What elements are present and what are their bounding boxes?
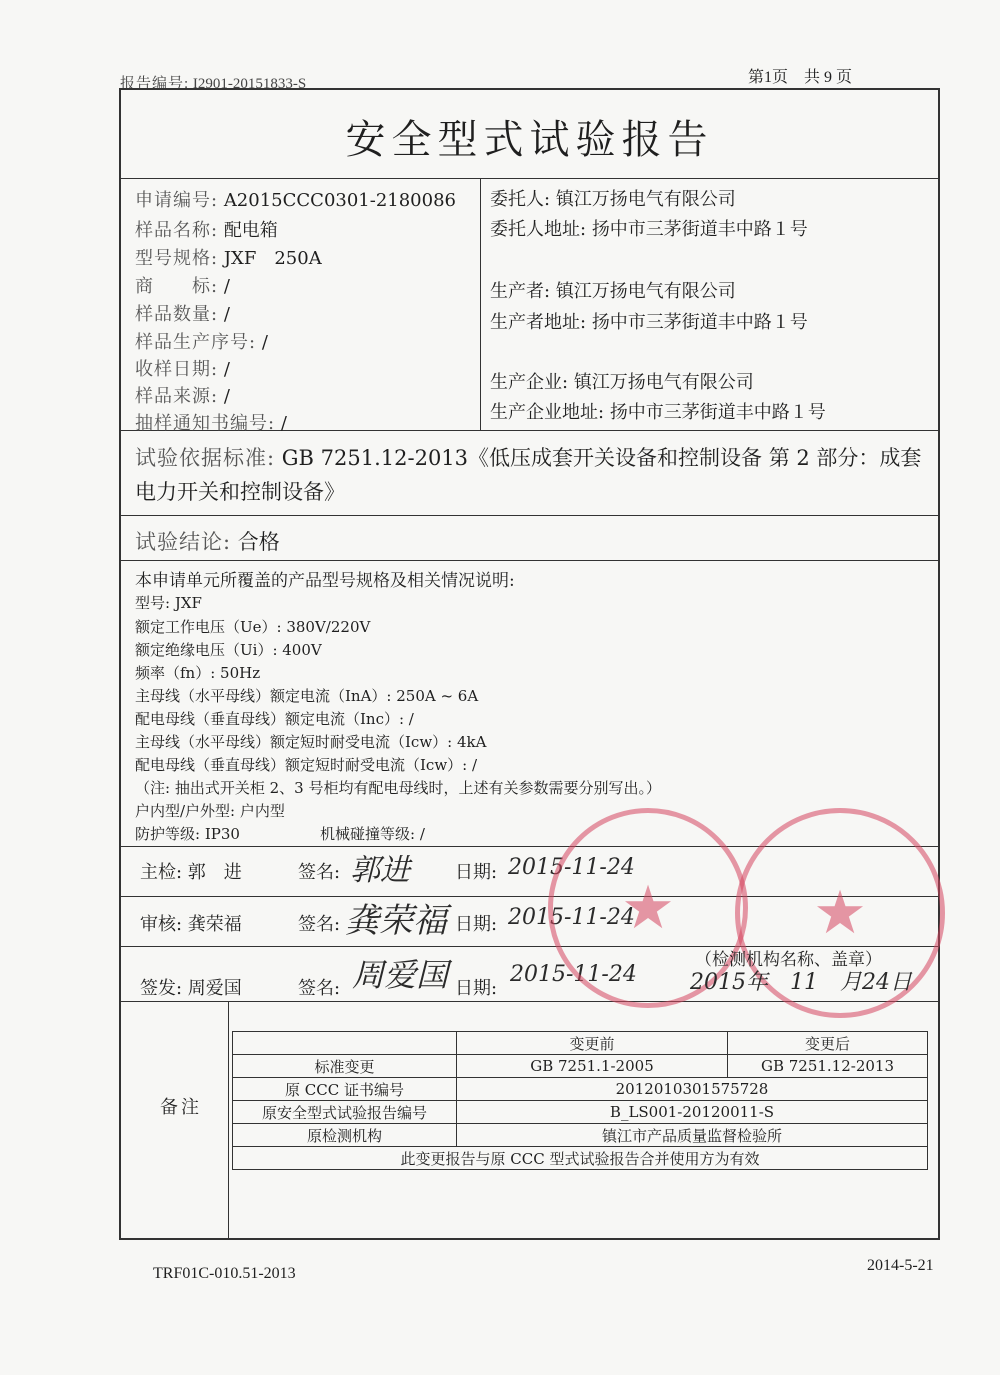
signoff-date-label: 日期: xyxy=(455,914,498,935)
test-conclusion-label: 试验结论: xyxy=(135,530,232,554)
details-line: 户内型/户外型: 户内型 xyxy=(135,802,285,820)
impact-grade: 机械碰撞等级: / xyxy=(320,825,425,843)
table-row xyxy=(233,1124,928,1147)
rule-title-bottom xyxy=(120,178,940,179)
test-conclusion-value: 合格 xyxy=(237,530,280,554)
table-cell: 原安全型式试验报告编号 xyxy=(233,1101,457,1124)
signoff-date-label: 日期: xyxy=(455,978,498,999)
info-left-row: 抽样通知书编号: / xyxy=(135,413,287,434)
info-left-row: 样品数量: / xyxy=(135,304,230,325)
form-number: TRF01C-010.51-2013 xyxy=(153,1265,296,1282)
info-right-row: 委托人地址: 扬中市三茅街道丰中路１号 xyxy=(490,219,808,240)
signoff-sign-label: 签名: xyxy=(298,914,341,935)
table-row xyxy=(233,1078,928,1101)
rule-remarks-divider xyxy=(228,1001,229,1239)
info-left-row: 样品来源: / xyxy=(135,386,230,407)
details-line: 额定绝缘电压（Ui）: 400V xyxy=(135,641,322,659)
details-line: 型号: JXF xyxy=(135,594,202,612)
info-left-row: 型号规格: JXF 250A xyxy=(135,248,322,269)
info-right-row: 生产者: 镇江万扬电气有限公司 xyxy=(490,281,736,302)
signoff-sign-label: 签名: xyxy=(298,978,341,999)
test-standard-line1: 试验依据标准: GB 7251.12-2013《低压成套开关设备和控制设备 第 2 部分：成套 xyxy=(135,446,922,470)
details-line: 配电母线（垂直母线）额定短时耐受电流（Icw）: / xyxy=(135,756,478,774)
handwritten-date: 2015-11-24 xyxy=(508,855,635,880)
test-standard-line2: 电力开关和控制设备》 xyxy=(135,480,345,504)
details-line: 主母线（水平母线）额定短时耐受电流（Icw）: 4kA xyxy=(135,733,487,751)
remarks-label: 备注 xyxy=(160,1097,202,1118)
table-row xyxy=(233,1101,928,1124)
details-note: （注: 抽出式开关柜 2、3 号柜均有配电母线时，上述有关参数需要分别写出。） xyxy=(135,779,661,797)
info-right-row: 生产企业地址: 扬中市三茅街道丰中路１号 xyxy=(490,402,826,423)
report-number-label: 报告编号: xyxy=(120,76,190,92)
info-left-row: 收样日期: / xyxy=(135,359,230,380)
handwritten-signature: 龚荣福 xyxy=(345,901,447,941)
table-cell xyxy=(233,1032,457,1055)
page-info: 第1页 共 9 页 xyxy=(748,69,853,86)
table-cell: 2012010301575728 xyxy=(457,1078,928,1101)
table-row xyxy=(233,1147,928,1170)
test-standard-label: 试验依据标准: xyxy=(135,446,276,470)
handwritten-signature: 郭进 xyxy=(350,853,410,888)
rule-standard-bottom xyxy=(120,515,940,516)
table-footer-note: 此变更报告与原 CCC 型式试验报告合并使用方为有效 xyxy=(233,1147,928,1170)
table-cell: 镇江市产品质量监督检验所 xyxy=(457,1124,928,1147)
page-title: 安全型式试验报告 xyxy=(345,117,714,163)
table-header: 变更后 xyxy=(728,1032,928,1055)
info-right-row: 生产企业: 镇江万扬电气有限公司 xyxy=(490,372,754,393)
info-left-row: 样品名称: 配电箱 xyxy=(135,220,278,241)
info-left-row: 样品生产序号: / xyxy=(135,332,268,353)
table-cell: B_LS001-20120011-S xyxy=(457,1101,928,1124)
signoff-date-label: 日期: xyxy=(455,862,498,883)
handwritten-date: 2015-11-24 xyxy=(508,905,635,930)
handwritten-signature: 周爱国 xyxy=(352,956,449,994)
form-date: 2014-5-21 xyxy=(867,1257,934,1274)
details-line: 配电母线（垂直母线）额定电流（Inc）: / xyxy=(135,710,414,728)
details-line: 额定工作电压（Ue）: 380V/220V xyxy=(135,618,371,636)
details-intro: 本申请单元所覆盖的产品型号规格及相关情况说明: xyxy=(135,571,515,591)
seal-caption: （检测机构名称、盖章） xyxy=(695,950,882,970)
table-row xyxy=(233,1032,928,1055)
details-line: 频率（fn）: 50Hz xyxy=(135,664,261,682)
table-row xyxy=(233,1055,928,1078)
info-left-row: 申请编号: A2015CCC0301-2180086 xyxy=(135,190,456,211)
table-cell: GB 7251.1-2005 xyxy=(457,1055,728,1078)
table-cell: 原检测机构 xyxy=(233,1124,457,1147)
seal-star-icon: ★ xyxy=(813,878,867,948)
seal-date: 2015年 11 月24日 xyxy=(690,970,912,995)
table-header: 变更前 xyxy=(457,1032,728,1055)
change-table xyxy=(232,1031,928,1170)
info-left-row: 商 标: / xyxy=(135,276,230,297)
signoff-role: 签发: 周爱国 xyxy=(140,978,242,999)
rule-info-divider xyxy=(480,178,481,430)
rule-conclusion-bottom xyxy=(120,560,940,561)
details-line: 主母线（水平母线）额定电流（InA）: 250A ~ 6A xyxy=(135,687,479,705)
signoff-sign-label: 签名: xyxy=(298,862,341,883)
info-right-row: 委托人: 镇江万扬电气有限公司 xyxy=(490,189,736,210)
test-conclusion xyxy=(135,526,280,556)
info-right-row: 生产者地址: 扬中市三茅街道丰中路１号 xyxy=(490,312,808,333)
report-number-value: I2901-20151833-S xyxy=(192,76,307,92)
seal-star-icon: ★ xyxy=(621,873,675,943)
signoff-role: 主检: 郭 进 xyxy=(140,862,242,883)
table-cell: 原 CCC 证书编号 xyxy=(233,1078,457,1101)
protection-grade: 防护等级: IP30 xyxy=(135,825,240,843)
signoff-role: 审核: 龚荣福 xyxy=(140,914,242,935)
table-cell: GB 7251.12-2013 xyxy=(728,1055,928,1078)
handwritten-date: 2015-11-24 xyxy=(510,962,637,987)
table-cell: 标准变更 xyxy=(233,1055,457,1078)
